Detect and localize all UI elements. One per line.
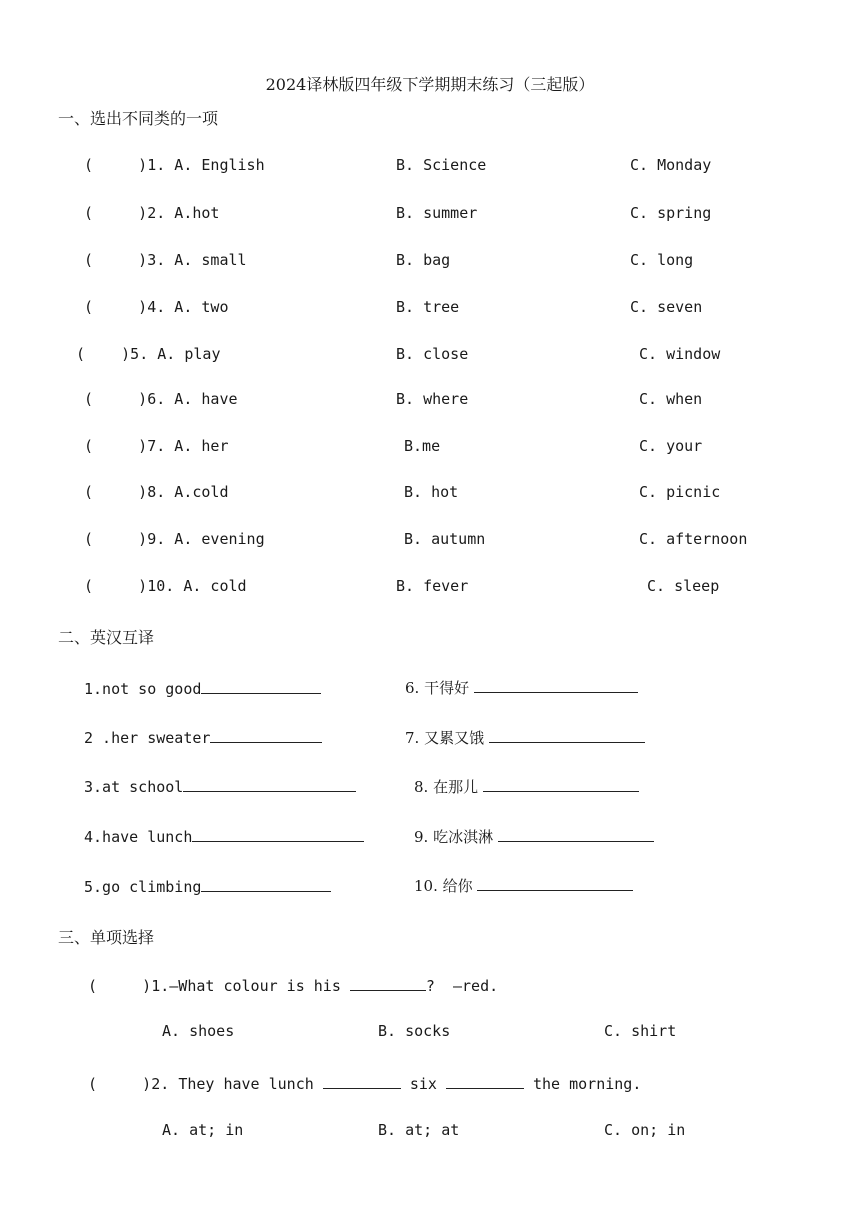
- part1-option-c: C. spring: [630, 204, 712, 222]
- answer-blank[interactable]: [477, 875, 633, 891]
- part1-option-c: C. seven: [630, 298, 703, 316]
- mc-option-b: B. at; at: [378, 1121, 460, 1139]
- answer-blank[interactable]: [446, 1073, 524, 1089]
- page-title: 2024译林版四年级下学期期末练习（三起版）: [265, 75, 595, 94]
- translate-item: 10. 给你: [414, 875, 633, 896]
- answer-blank[interactable]: [192, 826, 364, 842]
- answer-blank[interactable]: [323, 1073, 401, 1089]
- part1-option-c: C. picnic: [639, 483, 721, 501]
- answer-blank[interactable]: [201, 876, 331, 892]
- translate-item: 2 .her sweater: [84, 727, 322, 747]
- translate-item: 9. 吃冰淇淋: [414, 826, 654, 847]
- answer-blank[interactable]: [350, 975, 426, 991]
- answer-blank[interactable]: [498, 826, 654, 842]
- part1-option-b: B.me: [404, 437, 441, 455]
- translate-item: 4.have lunch: [84, 826, 364, 846]
- part1-option-c: C. long: [630, 251, 694, 269]
- part1-option-b: B. tree: [396, 298, 460, 316]
- part1-option-b: B. autumn: [404, 530, 486, 548]
- part1-question: ( )10. A. cold: [84, 577, 247, 595]
- answer-blank[interactable]: [474, 677, 638, 693]
- part1-question: ( )2. A.hot: [84, 204, 220, 222]
- part1-option-b: B. summer: [396, 204, 478, 222]
- part1-question: ( )9. A. evening: [84, 530, 265, 548]
- part1-option-c: C. when: [639, 390, 703, 408]
- part1-question: ( )5. A. play: [76, 345, 221, 363]
- part1-option-b: B. close: [396, 345, 469, 363]
- part1-question: ( )3. A. small: [84, 251, 247, 269]
- part1-option-c: C. afternoon: [639, 530, 748, 548]
- part1-question: ( )6. A. have: [84, 390, 238, 408]
- part1-question: ( )8. A.cold: [84, 483, 229, 501]
- section-heading-two: 二、英汉互译: [58, 628, 155, 647]
- section-heading-three: 三、单项选择: [58, 928, 155, 947]
- translate-item: 7. 又累又饿: [405, 727, 645, 748]
- mc-option-a: A. at; in: [162, 1121, 244, 1139]
- translate-item: 6. 干得好: [405, 677, 638, 698]
- part1-option-b: B. Science: [396, 156, 487, 174]
- mc-option-b: B. socks: [378, 1022, 451, 1040]
- answer-blank[interactable]: [483, 776, 639, 792]
- section-heading-one: 一、选出不同类的一项: [58, 109, 219, 128]
- part1-question: ( )1. A. English: [84, 156, 265, 174]
- part1-option-c: C. your: [639, 437, 703, 455]
- mc-question: ( )1.—What colour is his ? —red.: [88, 977, 499, 995]
- answer-blank[interactable]: [183, 776, 356, 792]
- mc-option-a: A. shoes: [162, 1022, 235, 1040]
- translate-item: 5.go climbing: [84, 876, 331, 896]
- part1-option-c: C. Monday: [630, 156, 712, 174]
- mc-question: ( )2. They have lunch six the morning.: [88, 1075, 642, 1093]
- translate-item: 8. 在那儿: [414, 776, 639, 797]
- answer-blank[interactable]: [201, 678, 321, 694]
- part1-option-b: B. fever: [396, 577, 469, 595]
- part1-question: ( )7. A. her: [84, 437, 229, 455]
- part1-option-b: B. hot: [404, 483, 459, 501]
- part1-option-c: C. window: [639, 345, 721, 363]
- mc-option-c: C. on; in: [604, 1121, 686, 1139]
- part1-option-b: B. where: [396, 390, 469, 408]
- part1-option-b: B. bag: [396, 251, 451, 269]
- answer-blank[interactable]: [489, 727, 645, 743]
- part1-question: ( )4. A. two: [84, 298, 229, 316]
- translate-item: 1.not so good: [84, 678, 321, 698]
- part1-option-c: C. sleep: [647, 577, 720, 595]
- answer-blank[interactable]: [210, 727, 322, 743]
- translate-item: 3.at school: [84, 776, 356, 796]
- mc-option-c: C. shirt: [604, 1022, 677, 1040]
